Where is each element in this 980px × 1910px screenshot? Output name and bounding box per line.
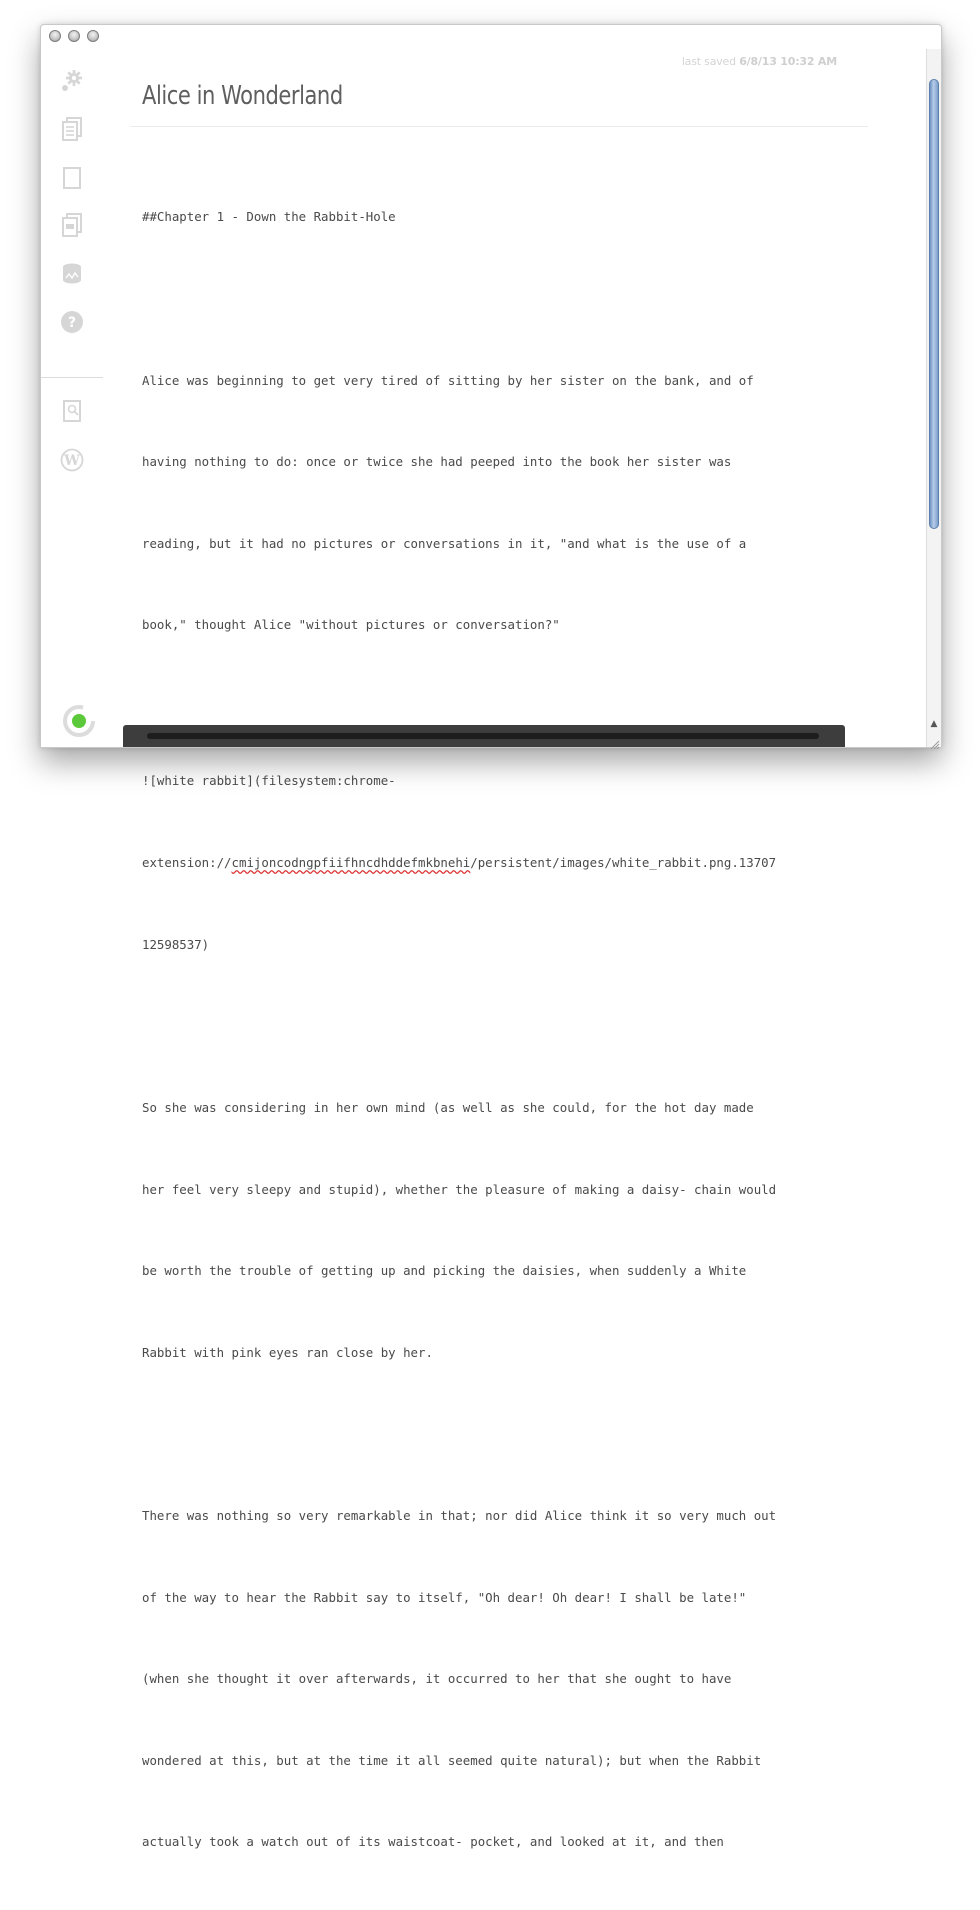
last-saved-indicator: [682, 55, 837, 68]
paragraph-line: her feel very sleepy and stupid), whether the pleasure of making a daisy- chain would: [142, 1181, 777, 1197]
document-title[interactable]: Alice in Wonderland: [142, 81, 343, 111]
image-document-icon[interactable]: [59, 398, 85, 424]
paragraph-line: of the way to hear the Rabbit say to itself, "Oh dear! Oh dear! I shall be late!": [142, 1589, 747, 1605]
image-url-suffix: /persistent/images/white_rabbit.png.13707: [470, 855, 777, 871]
svg-text:W: W: [64, 453, 80, 469]
title-divider: [130, 126, 868, 127]
paragraph-line: Rabbit with pink eyes ran close by her.: [142, 1344, 433, 1360]
sidebar-divider: [41, 377, 103, 378]
paragraph-line: actually took a watch out of its waistcoat- pocket, and looked at it, and then: [142, 1834, 724, 1850]
image-markdown-line: 12598537): [142, 936, 210, 952]
horizontal-scrollbar[interactable]: [147, 733, 819, 739]
paragraph-line: wondered at this, but at the time it all seemed quite natural); but when the Rabbit: [142, 1752, 762, 1768]
misspelled-word[interactable]: cmijoncodngpfiifhncdhddefmkbnehi: [231, 855, 471, 871]
paragraph-line: There was nothing so very remarkable in that; nor did Alice think it so very much out: [142, 1507, 777, 1523]
blank-page-icon[interactable]: [59, 165, 85, 191]
documents-icon[interactable]: [59, 116, 85, 142]
markdown-editor[interactable]: [142, 149, 832, 1910]
paragraph-line: reading, but it had no pictures or conversations in it, "and what is the use of a: [142, 535, 747, 551]
paragraph-line: having nothing to do: once or twice she had peeped into the book her sister was: [142, 454, 732, 470]
app-window: [40, 24, 942, 1850]
help-icon[interactable]: [59, 309, 85, 335]
sync-status-icon[interactable]: [61, 703, 97, 739]
last-saved-label: last saved: [681, 55, 736, 68]
image-markdown-line: ![white rabbit](filesystem:chrome-: [142, 773, 396, 789]
paragraph-line: So she was considering in her own mind (as well as she could, for the hot day made: [142, 1099, 754, 1115]
svg-text:?: ?: [67, 315, 77, 331]
wordpress-icon[interactable]: [59, 447, 85, 473]
scroll-thumb[interactable]: [929, 79, 939, 529]
preview-icon[interactable]: [59, 212, 85, 238]
paragraph-line: (when she thought it over afterwards, it occurred to her that she ought to have: [142, 1671, 732, 1687]
database-icon[interactable]: [59, 261, 85, 287]
resize-grip-icon[interactable]: [929, 735, 940, 746]
chapter-heading-line: ##Chapter 1 - Down the Rabbit-Hole: [142, 209, 396, 225]
image-url-prefix: extension://: [142, 855, 232, 871]
last-saved-value: 6/8/13 10:32 AM: [739, 55, 837, 68]
vertical-scrollbar[interactable]: [926, 49, 941, 747]
gear-icon[interactable]: [59, 67, 85, 93]
paragraph-line: book," thought Alice "without pictures or conversation?": [142, 617, 560, 633]
paragraph-line: Alice was beginning to get very tired of sitting by her sister on the bank, and of: [142, 372, 754, 388]
scroll-up-arrow-icon[interactable]: ▲: [930, 719, 938, 729]
image-markdown-line: [142, 849, 832, 876]
paragraph-line: be worth the trouble of getting up and picking the daisies, when suddenly a White: [142, 1263, 747, 1279]
sidebar: [41, 25, 103, 747]
bottom-toolbar: [123, 725, 845, 747]
